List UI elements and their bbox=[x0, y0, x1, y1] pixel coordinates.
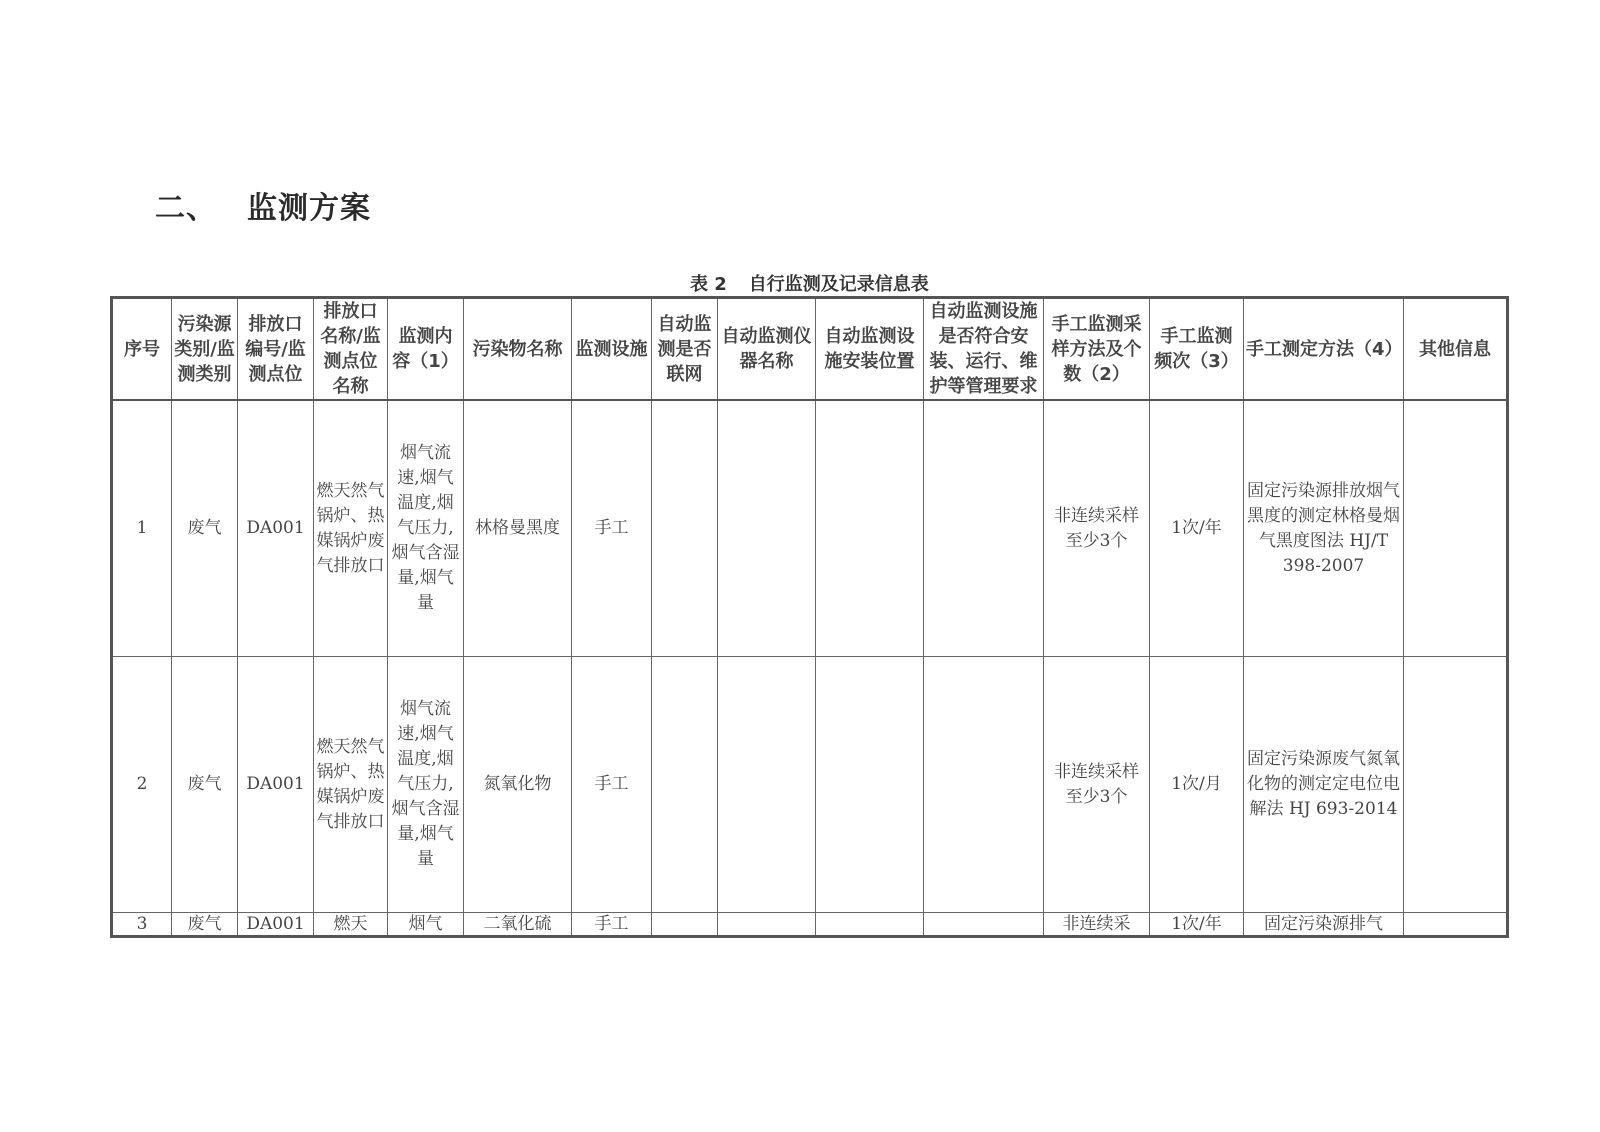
table-title: 自行监测及记录信息表 bbox=[748, 274, 929, 295]
cell: 燃天然气锅炉、热媒锅炉废气排放口 bbox=[314, 657, 388, 913]
cell: DA001 bbox=[238, 400, 314, 657]
cell: 烟气 bbox=[388, 913, 464, 937]
cell: DA001 bbox=[238, 657, 314, 913]
cell: 固定污染源废气氮氧化物的测定定电位电解法 HJ 693-2014 bbox=[1244, 657, 1404, 913]
cell: 固定污染源排气 bbox=[1244, 913, 1404, 937]
cell bbox=[816, 400, 924, 657]
col-header: 其他信息 bbox=[1404, 298, 1508, 401]
cell: 废气 bbox=[172, 400, 238, 657]
monitoring-table bbox=[110, 296, 1509, 938]
cell: 林格曼黑度 bbox=[464, 400, 572, 657]
cell bbox=[924, 400, 1044, 657]
cell bbox=[816, 657, 924, 913]
cell: 手工 bbox=[572, 400, 652, 657]
cell bbox=[652, 913, 718, 937]
cell bbox=[718, 400, 816, 657]
cell: 燃天然气锅炉、热媒锅炉废气排放口 bbox=[314, 400, 388, 657]
cell: 废气 bbox=[172, 913, 238, 937]
cell: 非连续采 bbox=[1044, 913, 1150, 937]
col-header: 手工监测采样方法及个数（2） bbox=[1044, 298, 1150, 401]
section-heading bbox=[155, 183, 371, 227]
table-number: 表 2 bbox=[690, 274, 727, 295]
table-caption bbox=[690, 270, 929, 296]
col-header: 手工测定方法（4） bbox=[1244, 298, 1404, 401]
cell bbox=[718, 913, 816, 937]
cell bbox=[816, 913, 924, 937]
col-header: 手工监测频次（3） bbox=[1150, 298, 1244, 401]
cell: 固定污染源排放烟气黑度的测定林格曼烟气黑度图法 HJ/T 398-2007 bbox=[1244, 400, 1404, 657]
col-header: 排放口名称/监测点位名称 bbox=[314, 298, 388, 401]
cell bbox=[652, 400, 718, 657]
table-row bbox=[112, 400, 1508, 657]
cell bbox=[718, 657, 816, 913]
cell bbox=[652, 657, 718, 913]
table-row bbox=[112, 657, 1508, 913]
cell: 手工 bbox=[572, 657, 652, 913]
cell: DA001 bbox=[238, 913, 314, 937]
col-header: 监测内容（1） bbox=[388, 298, 464, 401]
col-header: 排放口编号/监测点位 bbox=[238, 298, 314, 401]
header-row bbox=[112, 298, 1508, 401]
cell: 二氧化硫 bbox=[464, 913, 572, 937]
cell: 手工 bbox=[572, 913, 652, 937]
cell bbox=[924, 913, 1044, 937]
section-number: 二、 bbox=[155, 191, 217, 226]
cell: 3 bbox=[112, 913, 172, 937]
col-header: 自动监测设施是否符合安装、运行、维护等管理要求 bbox=[924, 298, 1044, 401]
cell: 1次/年 bbox=[1150, 913, 1244, 937]
cell bbox=[1404, 657, 1508, 913]
col-header: 污染源类别/监测类别 bbox=[172, 298, 238, 401]
col-header: 自动监测设施安装位置 bbox=[816, 298, 924, 401]
cell: 1 bbox=[112, 400, 172, 657]
col-header: 自动监测仪器名称 bbox=[718, 298, 816, 401]
cell: 非连续采样 至少3个 bbox=[1044, 657, 1150, 913]
cell: 1次/年 bbox=[1150, 400, 1244, 657]
col-header: 监测设施 bbox=[572, 298, 652, 401]
cell: 烟气流速,烟气温度,烟气压力,烟气含湿量,烟气量 bbox=[388, 657, 464, 913]
col-header: 自动监测是否联网 bbox=[652, 298, 718, 401]
section-title: 监测方案 bbox=[247, 191, 371, 226]
cell bbox=[924, 657, 1044, 913]
cell: 燃天 bbox=[314, 913, 388, 937]
cell bbox=[1404, 913, 1508, 937]
cell: 非连续采样 至少3个 bbox=[1044, 400, 1150, 657]
cell: 2 bbox=[112, 657, 172, 913]
cell: 氮氧化物 bbox=[464, 657, 572, 913]
col-header: 污染物名称 bbox=[464, 298, 572, 401]
col-header: 序号 bbox=[112, 298, 172, 401]
table-row bbox=[112, 913, 1508, 937]
cell: 废气 bbox=[172, 657, 238, 913]
cell bbox=[1404, 400, 1508, 657]
cell: 1次/月 bbox=[1150, 657, 1244, 913]
cell: 烟气流速,烟气温度,烟气压力,烟气含湿量,烟气量 bbox=[388, 400, 464, 657]
